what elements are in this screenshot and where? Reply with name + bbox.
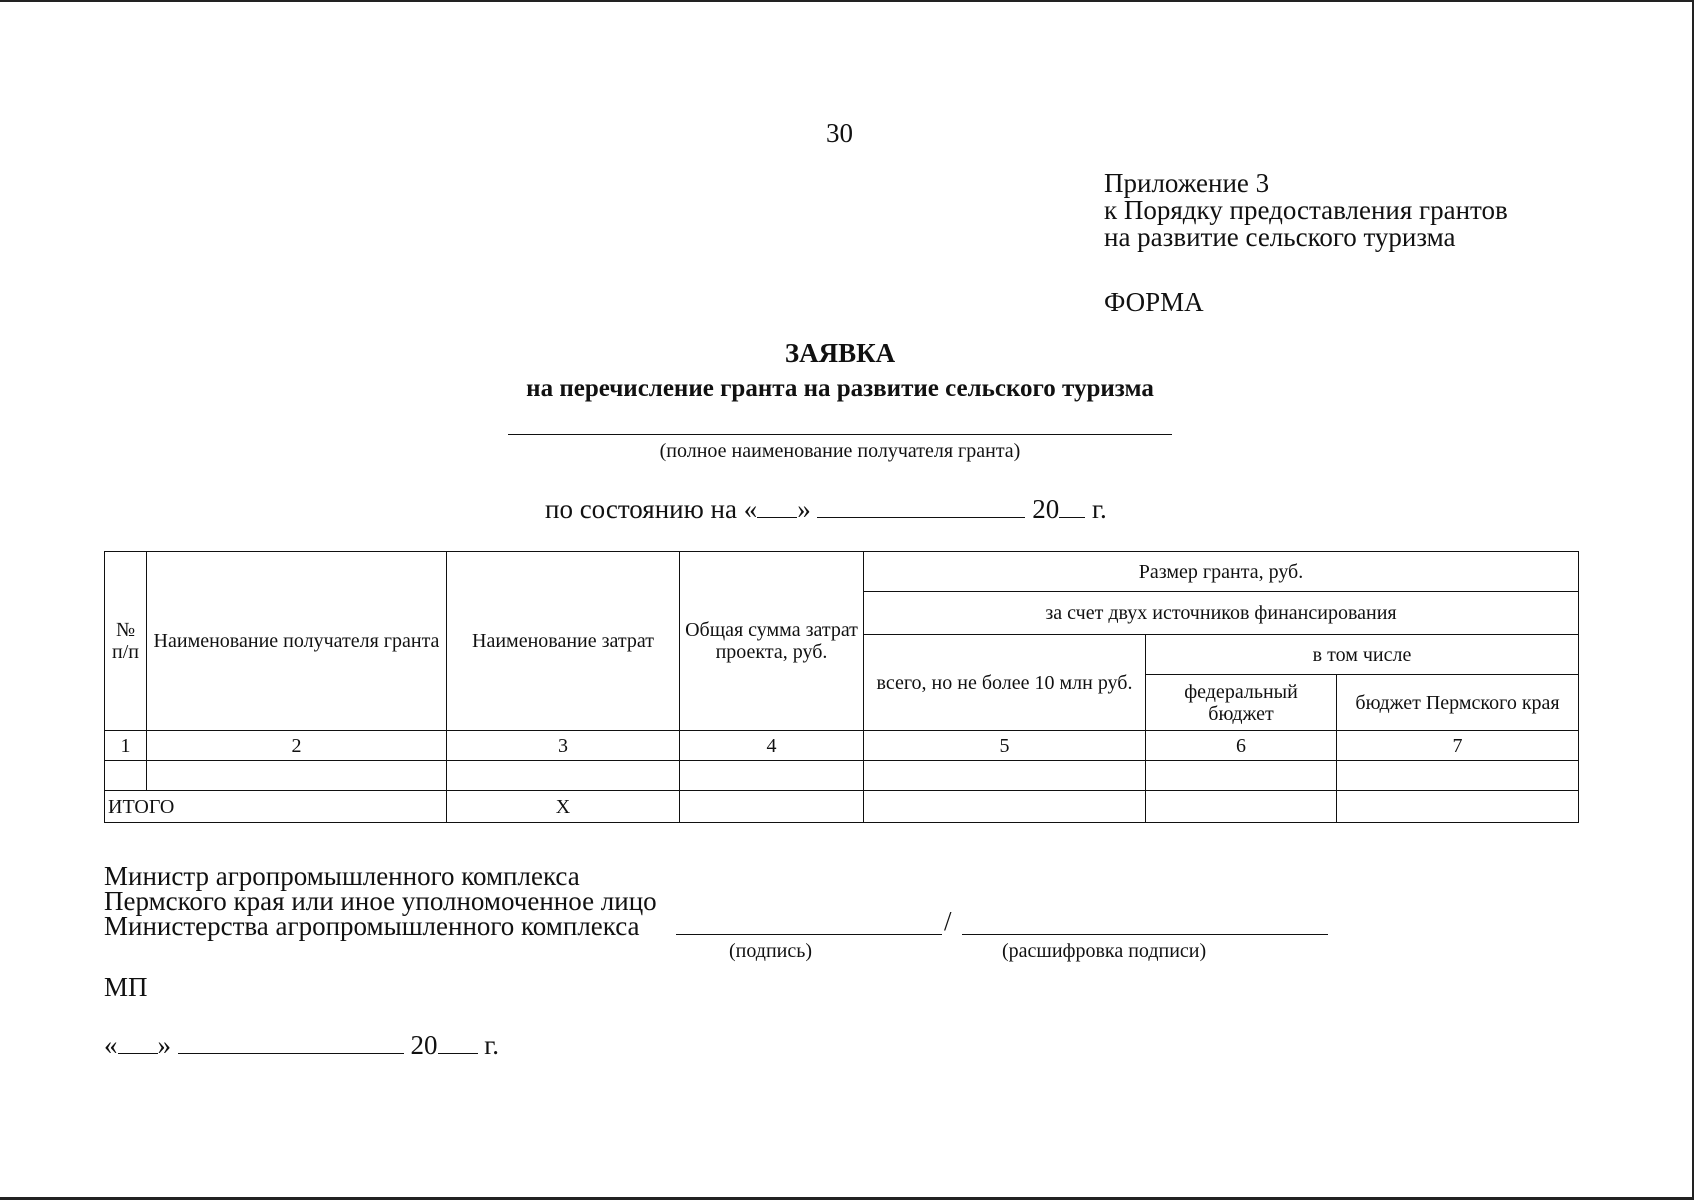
header-all-max: всего, но не более 10 млн руб.: [864, 635, 1146, 731]
col-number: 7: [1337, 731, 1579, 761]
total-cell[interactable]: [1337, 791, 1579, 823]
date-day-field[interactable]: [118, 1031, 158, 1054]
as-of-prefix: по состоянию на «: [545, 494, 758, 524]
signature-date: [104, 1030, 499, 1061]
date-year-field[interactable]: [438, 1031, 478, 1054]
recipient-name-field[interactable]: [508, 434, 1172, 435]
recipient-caption: (полное наименование получателя гранта): [659, 440, 1021, 462]
appendix-line-1: Приложение 3: [1104, 168, 1270, 198]
signature-slash: /: [944, 906, 952, 936]
as-of-quote-close: »: [797, 494, 811, 524]
total-row: [105, 791, 1579, 823]
appendix-block: [1104, 170, 1508, 251]
signer-block: [104, 861, 657, 941]
empty-cell[interactable]: [147, 761, 447, 791]
grant-table: [104, 551, 1579, 823]
signer-line-2: Пермского края или иное уполномоченное лицо: [104, 886, 657, 916]
document-subtitle: на перечисление гранта на развитие сельского туризма: [526, 375, 1154, 402]
appendix-line-3: на развитие сельского туризма: [1104, 222, 1456, 252]
empty-cell[interactable]: [447, 761, 680, 791]
date-month-field[interactable]: [178, 1031, 404, 1054]
header-grant-size: Размер гранта, руб.: [864, 552, 1579, 592]
as-of-day-field[interactable]: [757, 495, 797, 518]
column-numbers-row: [105, 731, 1579, 761]
table-row: [105, 761, 1579, 791]
col-number: 6: [1146, 731, 1337, 761]
header-recipient: Наименование получателя гранта: [147, 552, 447, 731]
total-label: ИТОГО: [105, 791, 447, 823]
date-year-prefix: 20: [410, 1030, 438, 1060]
signature-decode-caption: (расшифровка подписи): [1002, 940, 1207, 962]
page-number: 30: [826, 118, 853, 148]
header-num: № п/п: [105, 552, 147, 731]
signature-caption: (подпись): [729, 940, 813, 962]
as-of-year-prefix: 20: [1032, 494, 1060, 524]
as-of-date: [545, 494, 1107, 525]
date-close-quote: »: [157, 1030, 171, 1060]
empty-cell[interactable]: [105, 761, 147, 791]
signer-line-1: Министр агропромышленного комплекса: [104, 861, 580, 891]
total-cell[interactable]: [1146, 791, 1337, 823]
col-number: 4: [680, 731, 864, 761]
page-border-top: [0, 0, 1694, 2]
empty-cell[interactable]: [1337, 761, 1579, 791]
col-number: 3: [447, 731, 680, 761]
stamp-place: МП: [104, 972, 148, 1002]
header-total: Общая сумма затрат проекта, руб.: [680, 552, 864, 731]
as-of-year-suffix: г.: [1091, 494, 1107, 524]
empty-cell[interactable]: [1146, 761, 1337, 791]
signature-decode-field[interactable]: [962, 934, 1328, 935]
total-cell[interactable]: [680, 791, 864, 823]
empty-cell[interactable]: [680, 761, 864, 791]
date-open-quote: «: [104, 1030, 118, 1060]
header-two-sources: за счет двух источников финансирования: [864, 592, 1579, 635]
header-costs: Наименование затрат: [447, 552, 680, 731]
total-cell[interactable]: [864, 791, 1146, 823]
header-perm: бюджет Пермского края: [1337, 675, 1579, 731]
signature-field[interactable]: [676, 934, 942, 935]
empty-cell[interactable]: [864, 761, 1146, 791]
as-of-year-field[interactable]: [1059, 495, 1085, 518]
form-label: ФОРМА: [1104, 287, 1204, 317]
col-number: 1: [105, 731, 147, 761]
as-of-month-field[interactable]: [817, 495, 1025, 518]
col-number: 5: [864, 731, 1146, 761]
signer-line-3: Министерства агропромышленного комплекса: [104, 911, 640, 941]
col-number: 2: [147, 731, 447, 761]
appendix-line-2: к Порядку предоставления грантов: [1104, 195, 1508, 225]
header-federal: федеральный бюджет: [1146, 675, 1337, 731]
header-including: в том числе: [1146, 635, 1579, 675]
date-year-suffix: г.: [484, 1030, 500, 1060]
total-mark: Х: [447, 791, 680, 823]
document-title: ЗАЯВКА: [784, 338, 896, 368]
